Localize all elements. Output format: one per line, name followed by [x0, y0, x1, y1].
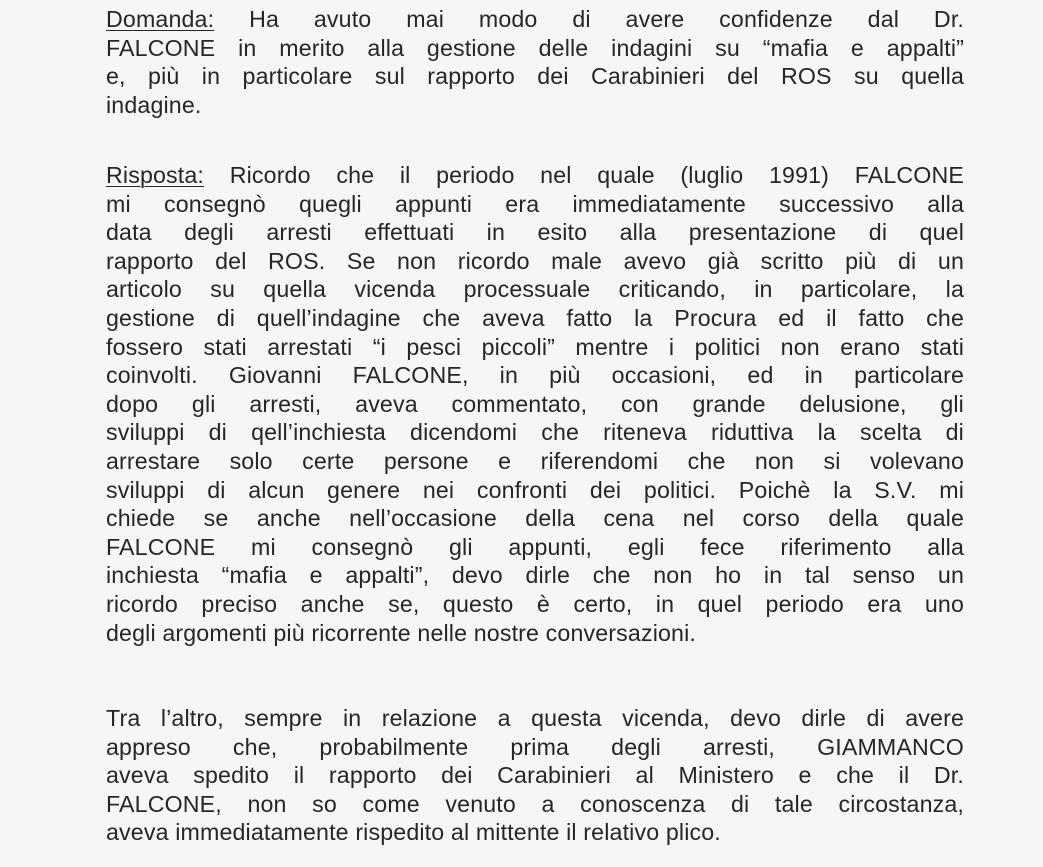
text-line: mi consegnò quegli appunti era immediatamente successivo alla: [106, 190, 964, 217]
text-line: e, più in particolare sul rapporto dei Carabinieri del ROS su quella: [106, 63, 964, 90]
text-line: Tra l’altro, sempre in relazione a questa vicenda, devo dirle di avere: [106, 705, 964, 731]
text-line: FALCONE in merito alla gestione delle indagini su “mafia e appalti”: [106, 34, 964, 61]
text-line: ricordo preciso anche se, questo è certo, in quel periodo era uno: [106, 590, 964, 617]
text-line: indagine.: [106, 91, 202, 118]
text-line: articolo su quella vicenda processuale criticando, in particolare, la: [106, 276, 964, 303]
text-line: FALCONE mi consegnò gli appunti, egli fece riferimento alla: [106, 533, 964, 560]
followup-paragraph: [106, 704, 964, 847]
text-line: sviluppi di qell’inchiesta dicendomi che riteneva riduttiva la scelta di: [106, 419, 964, 446]
text-line: arrestare solo certe persone e riferendomi che non si volevano: [106, 447, 964, 474]
text-line: aveva immediatamente rispedito al mittente il relativo plico.: [106, 819, 721, 846]
text-line: degli argomenti più ricorrente nelle nostre conversazioni.: [106, 619, 696, 646]
text-line: rapporto del ROS. Se non ricordo male avevo già scritto più di un: [106, 247, 964, 274]
text-line: inchiesta “mafia e appalti”, devo dirle che non ho in tal senso un: [106, 562, 964, 589]
text-line: FALCONE, non so come venuto a conoscenza di tale circostanza,: [106, 790, 964, 817]
question-label: Domanda:: [106, 6, 215, 32]
text-line: fossero stati arrestati “i pesci piccoli” mentre i politici non erano stati: [106, 333, 964, 360]
text-line: dopo gli arresti, aveva commentato, con grande delusione, gli: [106, 390, 964, 417]
text-line: appreso che, probabilmente prima degli arresti, GIAMMANCO: [106, 733, 964, 760]
answer-paragraph: [106, 161, 964, 647]
text-line: gestione di quell’indagine che aveva fatto la Procura ed il fatto che: [106, 304, 964, 331]
text-line: [106, 5, 964, 34]
text-line: coinvolti. Giovanni FALCONE, in più occasioni, ed in particolare: [106, 362, 964, 389]
text-line: sviluppi di alcun genere nei confronti dei politici. Poichè la S.V. mi: [106, 476, 964, 503]
text-line: chiede se anche nell’occasione della cena nel corso della quale: [106, 505, 964, 532]
text-line: aveva spedito il rapporto dei Carabinieri al Ministero e che il Dr.: [106, 762, 964, 789]
answer-label: Risposta:: [106, 162, 205, 188]
answer-line-text: Ricordo che il periodo nel quale (luglio 1991) FALCONE: [229, 162, 965, 188]
question-paragraph: [106, 5, 964, 119]
text-line: data degli arresti effettuati in esito alla presentazione di quel: [106, 219, 964, 246]
question-line-text: Ha avuto mai modo di avere confidenze dal Dr.: [249, 6, 965, 32]
text-line: [106, 161, 964, 190]
